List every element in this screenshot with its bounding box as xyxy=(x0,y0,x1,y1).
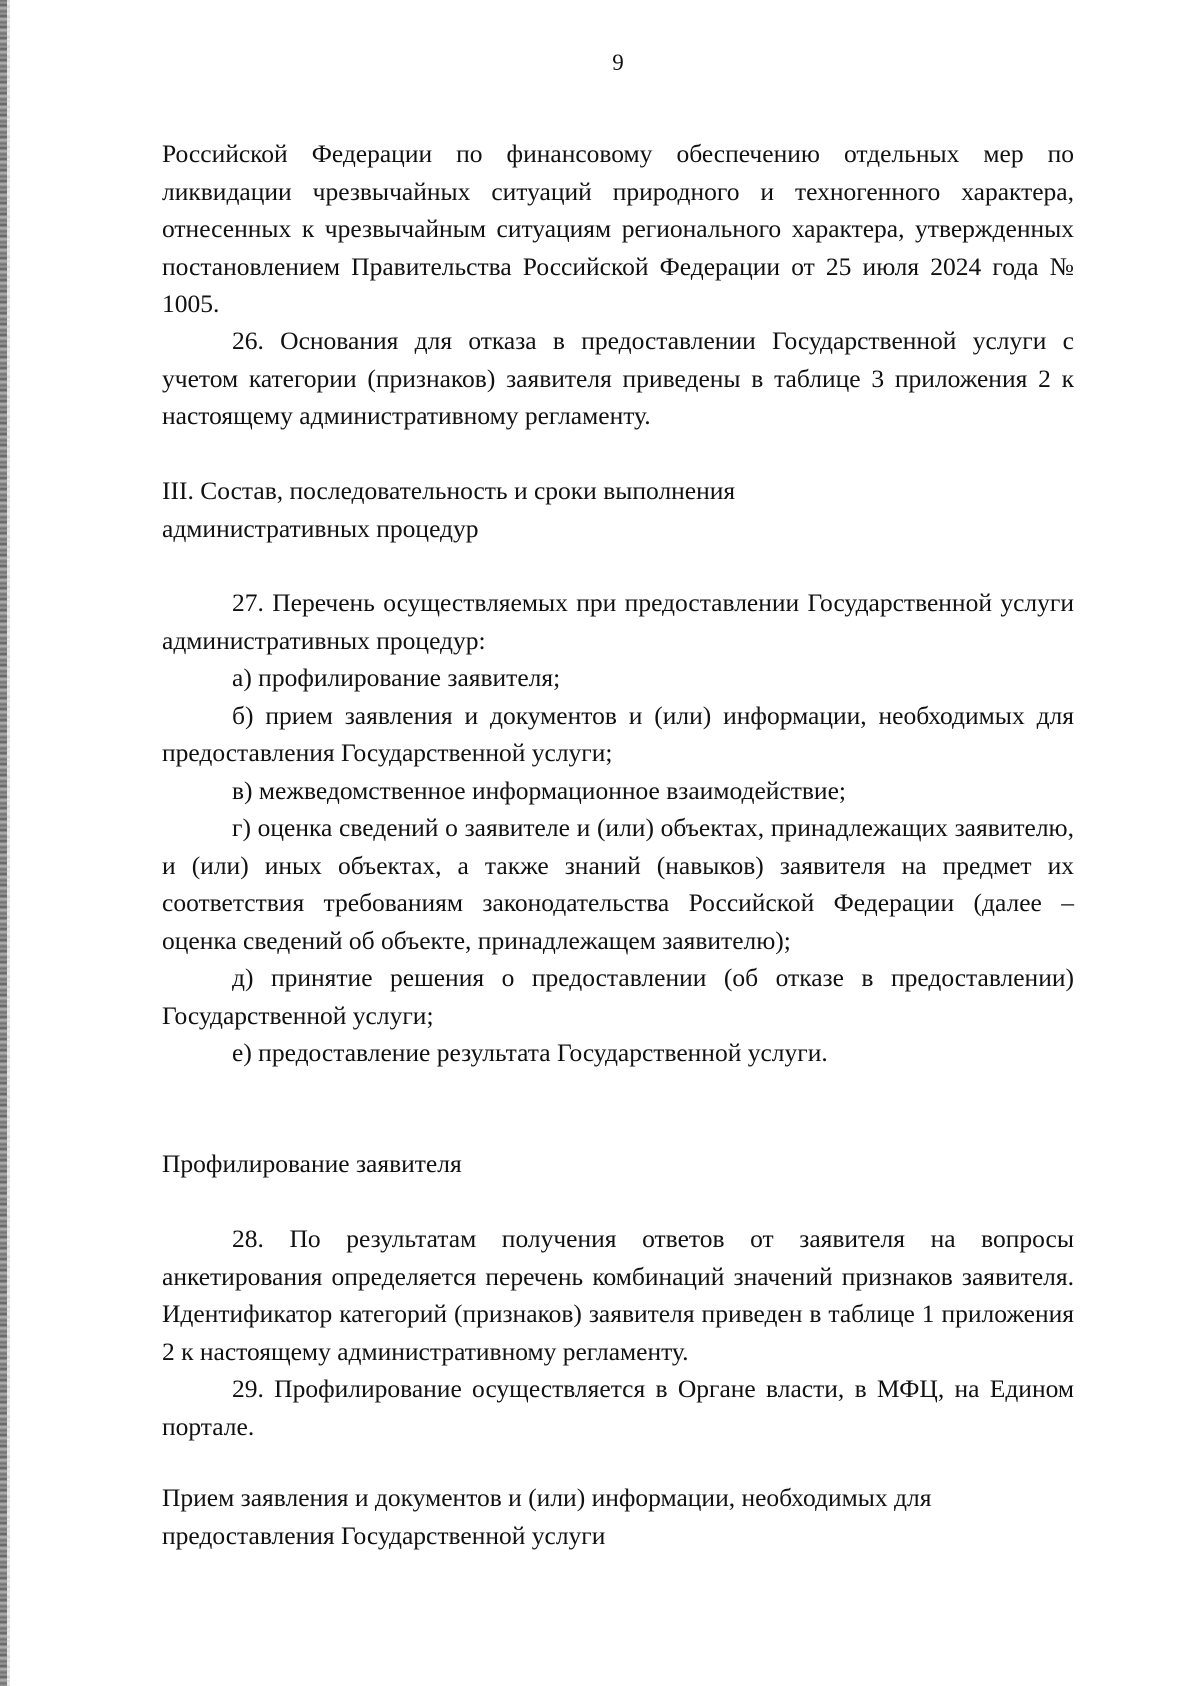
reception-heading xyxy=(162,1479,1074,1554)
continuation-block xyxy=(162,135,1074,323)
item-27-intro: 27. Перечень осуществляемых при предоставлении Государственной услуги административных процедур: xyxy=(162,588,1074,655)
section-3-heading xyxy=(162,472,1074,547)
item-29-paragraph: 29. Профилирование осуществляется в Органе власти, в МФЦ, на Едином портале. xyxy=(162,1374,1074,1441)
scan-edge-shadow xyxy=(7,0,10,1686)
reception-heading-line2: предоставления Государственной услуги xyxy=(162,1520,606,1550)
item-27-v: в) межведомственное информационное взаимодействие; xyxy=(232,775,846,805)
page-number: 9 xyxy=(612,50,624,75)
profiling-heading: Профилирование заявителя xyxy=(162,1149,462,1178)
item-27-e: е) предоставление результата Государственной услуги. xyxy=(232,1038,828,1067)
item-27-block xyxy=(162,584,1074,1072)
item-26-paragraph: 26. Основания для отказа в предоставлении Государственной услуги с учетом категории (признаков) заявителя приведены в таблице 3 приложения 2 к настоящему административному регламенту. xyxy=(162,326,1074,430)
reception-heading-line1: Прием заявления и документов и (или) информации, необходимых для xyxy=(162,1483,932,1512)
section-3-heading-line2: административных процедур xyxy=(162,513,479,543)
item-26-block xyxy=(162,322,1074,435)
continuation-paragraph: Российской Федерации по финансовому обеспечению отдельных мер по ликвидации чрезвычайных ситуаций природного и техногенного характера, отнесенных к чрезвычайным ситуациям регионального характера, утвержденных постановлением Правительства Российской Федерации от 25 июля 2024 года № 1005. xyxy=(162,139,1074,318)
item-27-a: а) профилирование заявителя; xyxy=(232,663,561,692)
item-27-d: д) принятие решения о предоставлении (об отказе в предоставлении) Государственной услуги; xyxy=(162,963,1074,1030)
item-27-g: г) оценка сведений о заявителе и (или) объектах, принадлежащих заявителю, и (или) иных объектах, а также знаний (навыков) заявителя на предмет их соответствия требованиям законодательства Российской Федерации (далее – оценка сведений об объекте, принадлежащем заявителю); xyxy=(162,813,1074,955)
item-28-paragraph: 28. По результатам получения ответов от заявителя на вопросы анкетирования определяется перечень комбинаций значений признаков заявителя. Идентификатор категорий (признаков) заявителя приведен в таблице 1 приложения 2 к настоящему административному регламенту. xyxy=(162,1224,1074,1366)
section-3-heading-line1: III. Состав, последовательность и сроки выполнения xyxy=(162,476,736,505)
item-28-block xyxy=(162,1220,1074,1445)
scan-edge xyxy=(0,0,7,1686)
item-27-b: б) прием заявления и документов и (или) информации, необходимых для предоставления Государственной услуги; xyxy=(162,700,1074,767)
profiling-heading-block xyxy=(162,1145,1074,1183)
